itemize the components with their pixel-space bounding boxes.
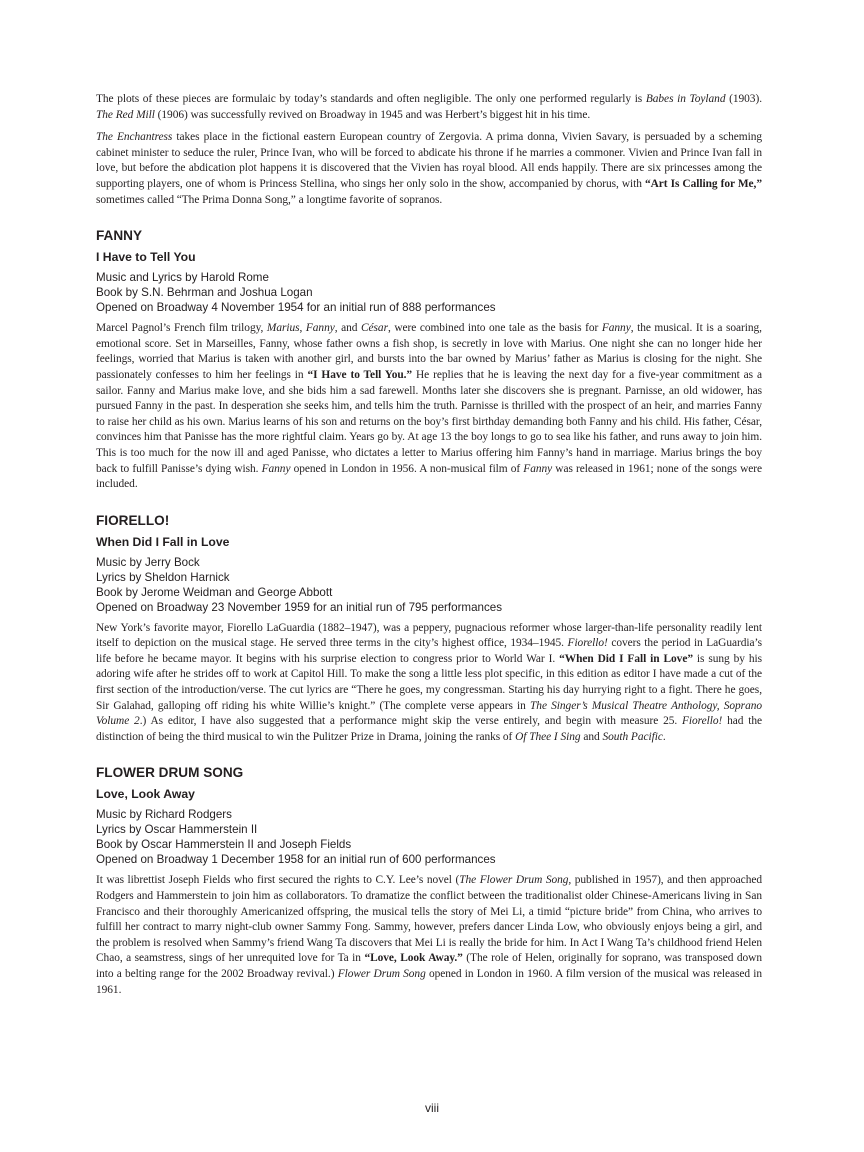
credit-line: Opened on Broadway 1 December 1958 for an initial run of 600 performances [96,853,496,867]
italic-title: The Red Mill [96,108,155,121]
page-content [96,92,762,1005]
song-reference: “Love, Look Away.” [364,952,463,965]
section-flower-drum-song [96,764,762,998]
italic-title: The Singer’s Musical Theatre Anthology, Soprano Volume 2 [96,699,762,728]
credit-line: Book by Oscar Hammerstein II and Joseph Fields [96,838,352,852]
credits [96,270,762,315]
credit-line: Book by S.N. Behrman and Joshua Logan [96,286,313,300]
intro-paragraph: The Enchantress takes place in the fictional eastern European country of Zergovia. A prima donna, Vivien Savary, is persuaded by a scheming cabinet minister to seduce the ruler, Prince Ivan, who will be forced to abdicate his throne if he marries a commoner. Vivien and Prince Ivan fall in love, but before the abdication plot happens it is discovered that the Vivien has royal blood. All ends happily. There are six princesses among the supporting players, one of whom is Princess Stellina, who sings her only solo in the show, accompanied by chorus, with “Art Is Calling for Me,” sometimes called “The Prima Donna Song,” a longtime favorite of sopranos. [96,131,763,206]
song-reference: “When Did I Fall in Love” [559,652,693,665]
credit-line: Music by Jerry Bock [96,555,200,569]
italic-title: Fiorello! [567,637,608,650]
credit-line: Music by Richard Rodgers [96,808,232,822]
section-fiorello [96,512,762,746]
song-reference: “I Have to Tell You.” [307,368,413,381]
song-title: Love, Look Away [96,787,195,802]
song-reference: “Art Is Calling for Me,” [644,177,762,190]
italic-title: Fanny [305,322,335,335]
song-title: When Did I Fall in Love [96,534,230,549]
italic-title: The Enchantress [96,131,173,144]
italic-title: The Flower Drum Song, [459,874,572,887]
italic-title: Of Thee I Sing [515,730,581,743]
italic-title: Fiorello! [682,715,723,728]
credit-line: Lyrics by Sheldon Harnick [96,570,230,584]
show-title: FIORELLO! [96,512,170,528]
show-title: FLOWER DRUM SONG [96,765,244,781]
italic-title: Babes in Toyland [645,93,726,105]
credit-line: Opened on Broadway 23 November 1959 for an initial run of 795 performances [96,600,503,614]
show-title: FANNY [96,228,143,244]
credits [96,555,762,615]
section-description: It was librettist Joseph Fields who first secured the rights to C.Y. Lee’s novel (The Flower Drum Song, published in 1957), and then approached Rodgers and Hammerstein to join him as collaborators. To dramatize the conflict between the traditionalist older Chinese-Americans living in San Francisco and their thoroughly Americanized offspring, the musical tells the story of Mei Li, a timid “picture bride” from China, who arrives to fulfill her contract to marry night-club owner Sammy Fong. Sammy, however, prefers dancer Linda Low, who obviously enjoys being a girl, and the problem is resolved when Sammy’s friend Wang Ta discovers that Mei Li is really the bride for him. In Act I Wang Ta’s childhood friend Helen Chao, a seamstress, sings of her unrequited love for Ta in “Love, Look Away.” (The role of Helen, originally for soprano, was transposed down into a belting range for the 2002 Broadway revival.) Flower Drum Song opened in London in 1960. A film version of the musical was released in 1961. [96,874,762,996]
credit-line: Music and Lyrics by Harold Rome [96,271,269,285]
italic-title: Marius [266,322,300,335]
section-description: New York’s favorite mayor, Fiorello LaGuardia (1882–1947), was a peppery, pugnacious reformer whose larger-than-life personality readily lent itself to depiction on the musical stage. He served three terms in the city’s highest office, 1934–1945. Fiorello! covers the period in LaGuardia’s life before he became mayor. It begins with his surprise election to congress prior to World War I. “When Did I Fall in Love” is sung by his adoring wife after he strides off to work at Capitol Hill. To make the song a little less plot specific, in this edition as editor I have made a cut of the first section of the introduction/verse. The cut lyrics are “There he goes, my congressman. Starting his day hurrying right to a fight. There he goes, Sir Galahad, galloping off riding his white Willie’s knight.” (The complete verse appears in The Singer’s Musical Theatre Anthology, Soprano Volume 2.) As editor, I have also suggested that a performance might skip the verse entirely, and begin with measure 25. Fiorello! had the distinction of being the third musical to win the Pulitzer Prize in Drama, joining the ranks of Of Thee I Sing and South Pacific. [96,621,762,743]
italic-title: Fanny [523,462,553,475]
credit-line: Book by Jerome Weidman and George Abbott [96,585,333,599]
italic-title: Fanny [261,462,291,475]
section-fanny [96,227,762,493]
credit-line: Opened on Broadway 4 November 1954 for an initial run of 888 performances [96,301,496,315]
intro [96,92,762,208]
credits [96,807,762,867]
song-title: I Have to Tell You [96,250,196,265]
page-number: viii [425,1101,439,1115]
italic-title: Flower Drum Song [337,968,426,980]
section-description: Marcel Pagnol’s French film trilogy, Marius, Fanny, and César, were combined into one tale as the basis for Fanny, the musical. It is a soaring, emotional score. Set in Marseilles, Fanny, whose father owns a fish shop, is secretly in love with Marius. One night she can no longer hide her feelings, worried that Marius is taken with another girl, and bursts into the bar owned by Marius’ father as Marius is closing for the night. She passionately confesses to him her feelings in “I Have to Tell You.” He replies that he is leaving the next day for a five-year commitment as a sailor. Fanny and Marius make love, and she bids him a sad farewell. Months later she discovers she is pregnant. Parnisse, an old widower, has pursued Fanny in the past. In desperation she seeks him, and tells him the truth. Parnisse is thrilled with the prospect of an heir, and marries Fanny to raise her child as his own. Marius learns of his son and returns on the boy’s first birthday demanding both Fanny and his child. His father, César, convinces him that Panisse has the more rightful claim. Years go by. At age 13 the boy longs to go to sea like his father, and runs away to join him. This is too much for the now ill and aged Panisse, who dictates a letter to Marius offering him Fanny’s hand in marriage. Marius brings the boy back to fulfill Panisse’s dying wish. Fanny opened in London in 1956. A non-musical film of Fanny was released in 1961; none of the songs were included. [96,322,763,491]
italic-title: South Pacific [602,730,663,743]
italic-title: César [360,322,388,335]
italic-title: Fanny [601,322,631,335]
credit-line: Lyrics by Oscar Hammerstein II [96,823,258,837]
intro-paragraph: The plots of these pieces are formulaic by today’s standards and often negligible. The only one performed regularly is Babes in Toyland (1903). The Red Mill (1906) was successfully revived on Broadway in 1945 and was Herbert’s biggest hit in his time. [96,93,762,121]
